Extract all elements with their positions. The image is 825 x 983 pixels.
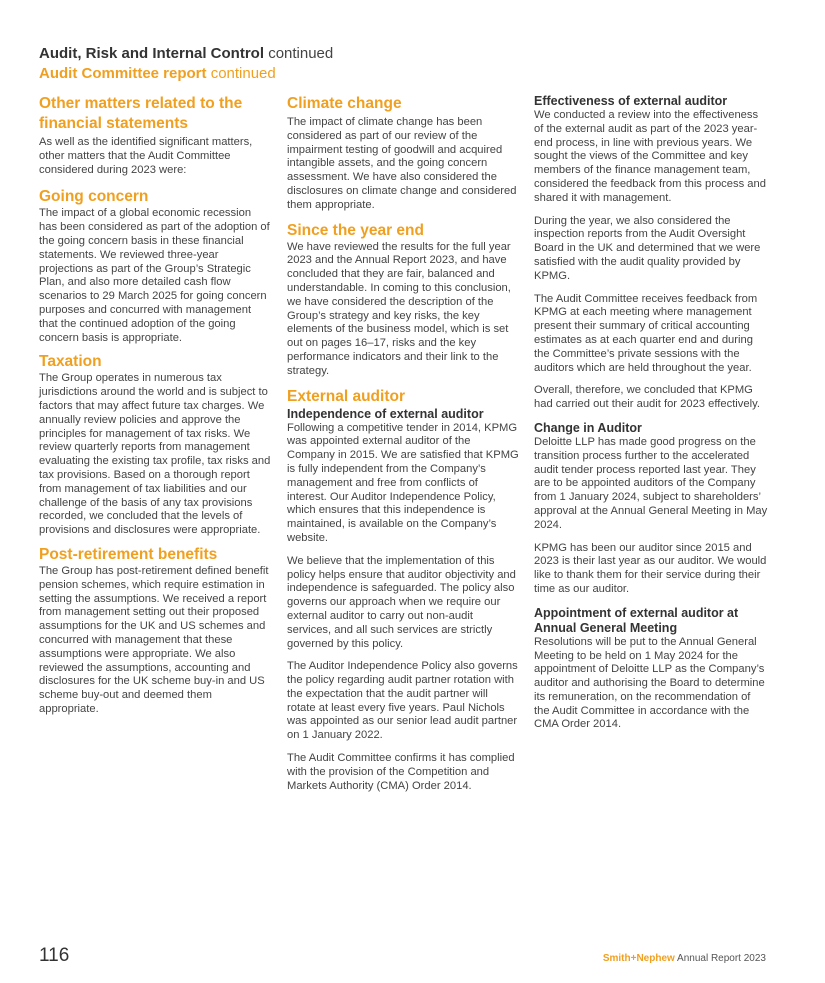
column-2 [287, 94, 519, 793]
column-3 [534, 94, 769, 732]
climate-change-text: The impact of climate change has been considered as part of our review of the impairment testing of goodwill and acquired intangible assets, and the going concern assessment. We have also considered the disclosures on climate change and considered them appropriate. [287, 116, 517, 211]
column-1 [39, 94, 271, 717]
appointment-heading: Appointment of external auditor at Annual General Meeting [534, 605, 739, 635]
effectiveness-text-1: We conducted a review into the effectiveness of the external audit as part of the 2023 year-end process, in line with previous years. We sought the views of the Committee and key members of the finance management team, considered the feedback from this process and shared it with management. [534, 109, 766, 204]
independence-text-4: The Audit Committee confirms it has complied with the provision of the Competition and Markets Authority (CMA) Order 2014. [287, 752, 515, 792]
footer [603, 953, 766, 964]
footer-report-title: Annual Report 2023 [677, 953, 766, 964]
independence-text-2: We believe that the implementation of this policy helps ensure that auditor objectivity and independence is safeguarded. The policy also governs our approach when we require our external auditor to carry out non-audit services, and all such services are strictly governed by this policy. [287, 554, 516, 650]
section-title-bold: Audit, Risk and Internal Control [39, 45, 265, 62]
appointment-text: Resolutions will be put to the Annual General Meeting to be held on 1 May 2024 for the appointment of Deloitte LLP as the Company’s auditor and authorising the Board to determine its remuneration, on the recommendation of the Audit Committee in accordance with the CMA Order 2014. [534, 635, 765, 731]
taxation-heading: Taxation [39, 353, 102, 371]
change-auditor-heading: Change in Auditor [534, 420, 642, 435]
brand-logo: Smith+Nephew [602, 953, 675, 964]
post-retirement-heading: Post-retirement benefits [39, 545, 218, 563]
since-year-end-heading: Since the year end [287, 221, 424, 239]
page-header [39, 44, 333, 84]
effectiveness-text-3: The Audit Committee receives feedback from KPMG at each meeting where management present their summary of critical accounting estimates as at each quarter end and during the Committee’s private sessions with the auditors which are held throughout the year. [534, 292, 758, 374]
going-concern-heading: Going concern [39, 188, 149, 206]
other-matters-text: As well as the identified significant matters, other matters that the Audit Committee considered during 2023 were: [39, 136, 253, 176]
effectiveness-heading: Effectiveness of external auditor [534, 94, 728, 108]
going-concern-text: The impact of a global economic recession has been considered as part of the adoption of the going concern basis in these financial statements. We reviewed three-year projections as part of the Group’s Strategic Plan, and also more detailed cash flow scenarios to 29 March 2025 for going concern purposes and concurred with management that the continued adoption of the going concern basis is appropriate. [39, 207, 270, 344]
report-title-suffix: continued [210, 65, 276, 82]
effectiveness-text-2: During the year, we also considered the inspection reports from the Audit Oversight Board in the UK and determined that we were satisfied with the audit quality provided by KPMG. [534, 214, 761, 282]
other-matters-heading: Other matters related to the financial statements [39, 95, 243, 132]
page-number: 116 [39, 945, 70, 966]
independence-text-3: The Auditor Independence Policy also governs the policy regarding audit partner rotation with the expectation that the audit partner will rotate at least every five years. Paul Nichols was appointed as our senior lead audit partner on 1 January 2022. [287, 660, 518, 742]
post-retirement-text: The Group has post-retirement defined benefit pension schemes, which require estimation in setting the assumptions. We received a report from management setting out their proposed assumptions for the UK and US schemes and concurred with management that these assumptions were appropriate. We also reviewed the assumptions, accounting and disclosures for the UK scheme buy-in and US scheme buy-out and deemed them appropriate. [39, 564, 269, 715]
since-year-end-text: We have reviewed the results for the full year 2023 and the Annual Report 2023, and have concluded that they are fair, balanced and understandable. In coming to this conclusion, we have considered the description of the Group’s strategy and key risks, the key elements of the business model, which is set out on pages 16–17, risks and the key performance indicators and their link to the strategy. [287, 240, 511, 377]
taxation-text: The Group operates in numerous tax jurisdictions around the world and is subject to factors that may affect future tax charges. We annually review policies and approve the principles for management of tax risks. We review quarterly reports from management evaluating the existing tax profile, tax risks and tax provisions. Based on a thorough report from management of tax liabilities and our challenge of the basis of any tax provisions recorded, we concluded that the levels of provisions and disclosures were appropriate. [39, 372, 271, 537]
climate-change-heading: Climate change [287, 95, 402, 112]
section-title-suffix: continued [268, 45, 334, 62]
report-title-bold: Audit Committee report [39, 65, 207, 82]
independence-text-1: Following a competitive tender in 2014, KPMG was appointed external auditor of the Company in 2015. We are satisfied that KPMG is fully independent from the Company’s management and free from conflicts of interest. Our Auditor Independence Policy, which ensures that this independence is maintained, is available on the Company’s website. [287, 421, 519, 544]
independence-heading: Independence of external auditor [287, 406, 484, 421]
effectiveness-text-4: Overall, therefore, we concluded that KPMG had carried out their audit for 2023 effectively. [534, 384, 760, 411]
external-auditor-heading: External auditor [287, 387, 405, 405]
change-auditor-text-2: KPMG has been our auditor since 2015 and 2023 is their last year as our auditor. We would like to thank them for their service during their time as our auditor. [534, 541, 767, 595]
report-title [39, 64, 333, 84]
change-auditor-text-1: Deloitte LLP has made good progress on the transition process further to the accelerated audit tender process reported last year. They are to be appointed auditors of the Company from 1 January 2024, subject to shareholders’ approval at the Annual General Meeting in May 2024. [534, 435, 768, 531]
section-title [39, 44, 333, 64]
